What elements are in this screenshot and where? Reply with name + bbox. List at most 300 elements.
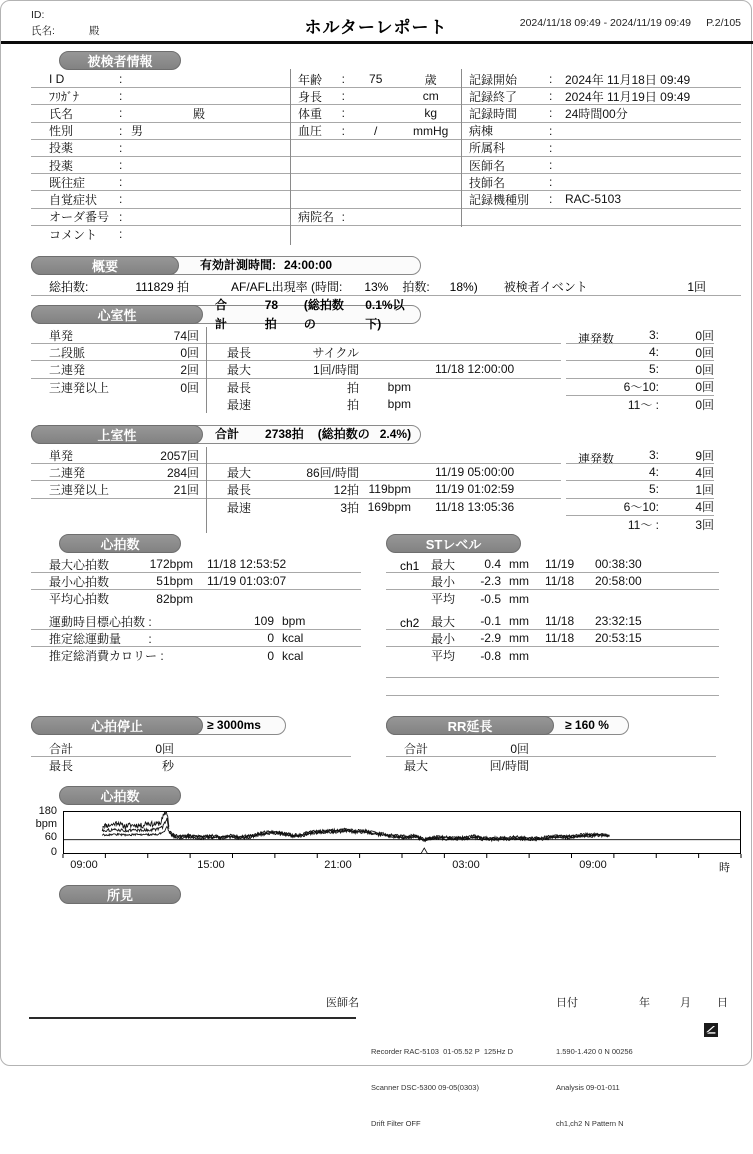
empty-rule: [386, 677, 719, 678]
hr-label: 最小心拍数: [49, 574, 110, 589]
run-count: 1回: [695, 482, 714, 497]
vent-pct-value: 0.1%以下): [365, 297, 405, 331]
patient-info-row: [461, 105, 741, 122]
run-length: 4:: [648, 465, 659, 480]
supraventricular-runs-table: [566, 447, 714, 533]
run-count: 9回: [695, 448, 714, 463]
patient-info-row: [31, 105, 290, 122]
rr-table: [386, 740, 716, 774]
signature-line: [29, 1017, 356, 1019]
channel-pattern-info: ch1,ch2 N Pattern N: [556, 1119, 624, 1128]
analysis-info: Analysis 09-01-011: [556, 1083, 620, 1092]
vent-paren-label: (総拍数の: [303, 297, 344, 331]
run-length: 3:: [648, 328, 659, 343]
hr-extra-row: [31, 613, 361, 630]
hr-value: 172bpm: [149, 557, 193, 572]
ectopy-row: [31, 447, 561, 464]
column-divider: [461, 69, 462, 227]
pause-threshold: ≥ 3000ms: [207, 718, 261, 732]
section-title-summary: 概要: [31, 256, 179, 275]
run-count-row: [566, 379, 714, 396]
run-count: 3回: [695, 517, 714, 532]
day-label: 日: [717, 997, 728, 1009]
summary-count-row: [386, 740, 716, 757]
run-count-row: [566, 447, 714, 464]
field-label: I D: [49, 72, 65, 87]
colon: :: [119, 192, 123, 207]
vent-runs-label: 連発数: [578, 332, 615, 346]
recorder-info: Recorder RAC-5103 01-05.52 P 125Hz D: [371, 1047, 514, 1056]
y-axis-label-180: 180: [38, 805, 57, 817]
patient-info-row: [31, 140, 290, 157]
hr-label: 平均心拍数: [49, 592, 110, 607]
colon: :: [549, 123, 553, 138]
patient-info-row: [290, 174, 461, 191]
patient-info-left-column: [31, 71, 290, 243]
field-value: 2024年 11月18日 09:49: [565, 72, 691, 87]
run-count: 4回: [695, 500, 714, 515]
stat-datetime: 11/18 12:00:00: [435, 362, 515, 377]
field-label: 記録時間: [469, 106, 518, 121]
run-length: 6〜10:: [623, 380, 659, 395]
stat-value: 12拍: [333, 482, 359, 497]
hx-value: 0: [267, 631, 274, 646]
colon: :: [341, 89, 345, 104]
x-tick-0900: 09:00: [70, 859, 98, 871]
st-level-row: [386, 573, 719, 590]
y-axis-label-60: 60: [44, 831, 57, 843]
ectopy-count: 0回: [180, 345, 199, 360]
st-date: 11/19: [545, 557, 575, 572]
stat-value: 1回/時間: [312, 362, 359, 377]
field-label: 投薬: [49, 158, 74, 173]
field-value: /: [374, 123, 378, 138]
field-label: 病棟: [469, 124, 494, 139]
run-count: 0回: [695, 362, 714, 377]
heart-rate-row: [31, 573, 361, 590]
colon: :: [549, 140, 553, 155]
summary-count-row: [31, 757, 351, 774]
patient-info-row: [461, 123, 741, 140]
field-label: 年齢: [298, 72, 323, 87]
st-time: 00:38:30: [595, 557, 642, 572]
doctor-signature-label: 医師名: [326, 997, 359, 1009]
run-count-row: [566, 327, 714, 344]
st-value: -0.1: [480, 614, 501, 629]
ventricular-table: [31, 327, 561, 413]
heart-rate-row: [31, 556, 361, 573]
colon: :: [549, 106, 553, 121]
af-beats-label: 拍数:: [402, 280, 430, 294]
summary-count-row: [386, 757, 716, 774]
run-count: 0回: [695, 328, 714, 343]
ectopy-label: 単発: [49, 448, 74, 463]
st-unit: mm: [509, 614, 529, 629]
hx-unit: bpm: [282, 614, 306, 629]
hr-label: 最大心拍数: [49, 557, 110, 572]
ectopy-row: [31, 499, 561, 516]
rr-threshold: ≥ 160 %: [565, 718, 609, 732]
hx-label: 推定総消費カロリー :: [49, 649, 164, 664]
column-divider: [206, 447, 207, 533]
st-level-row: [386, 647, 719, 664]
hr-trend-chart: [63, 811, 741, 861]
vent-total-value: 78拍: [264, 297, 279, 331]
st-date: 11/18: [545, 631, 575, 646]
ectopy-row: [31, 344, 561, 361]
field-label: コメント: [49, 227, 98, 242]
field-unit: 歳: [424, 72, 437, 87]
patient-name-label: 氏名:: [31, 25, 55, 37]
ectopy-label: 三連発以上: [49, 380, 110, 395]
stat-label: 最長: [227, 380, 252, 395]
colon: :: [341, 123, 345, 138]
section-title-rr-extension: RR延長: [386, 716, 554, 735]
st-label: 最小: [431, 574, 456, 589]
total-beats-label: 総拍数:: [49, 280, 89, 294]
heart-rate-row: [31, 590, 361, 607]
st-unit: mm: [509, 557, 529, 572]
st-value: 0.4: [484, 557, 501, 572]
field-value: 24時間00分: [565, 106, 628, 121]
ectopy-label: 二段脈: [49, 345, 86, 360]
section-title-supraventricular: 上室性: [31, 425, 203, 444]
section-title-hr-chart: 心拍数: [59, 786, 181, 805]
colon: :: [119, 140, 123, 155]
colon: :: [549, 175, 553, 190]
st-date: 11/18: [545, 614, 575, 629]
field-label: 病院名: [298, 210, 335, 225]
st-time: 20:53:15: [595, 631, 642, 646]
colon: :: [119, 123, 123, 138]
stat-datetime: 11/19 01:02:59: [435, 482, 515, 497]
count-label: 最大: [404, 759, 429, 774]
ectopy-count: 284回: [166, 465, 199, 480]
stat-value: 拍: [346, 397, 359, 412]
st-unit: mm: [509, 591, 529, 606]
ectopy-count: 21回: [173, 482, 199, 497]
field-label: 記録機種別: [469, 192, 530, 207]
field-label: 氏名: [49, 106, 74, 121]
stat-label: 最長: [227, 482, 252, 497]
run-length: 11〜 :: [627, 517, 659, 532]
hx-value: 109: [253, 614, 274, 629]
sv-runs-label: 連発数: [578, 452, 615, 466]
ectopy-label: 二連発: [49, 465, 86, 480]
hr-extra-row: [31, 647, 361, 664]
empty-rule: [386, 695, 719, 696]
hr-value: 51bpm: [156, 574, 193, 589]
stat-value: 86回/時間: [306, 465, 359, 480]
field-value: RAC-5103: [565, 192, 622, 207]
ectopy-label: 三連発以上: [49, 482, 110, 497]
section-title-pause: 心拍停止: [31, 716, 203, 735]
count-value: 回/時間: [489, 759, 529, 774]
ectopy-row: [31, 327, 561, 344]
x-axis-unit: 時: [719, 862, 730, 874]
stat-value: 拍: [346, 380, 359, 395]
field-value: 2024年 11月19日 09:49: [565, 89, 691, 104]
ectopy-row: [31, 481, 561, 498]
st-ch1-table: [386, 556, 719, 608]
colon: :: [549, 192, 553, 207]
ectopy-label: 二連発: [49, 362, 86, 377]
af-beats-pct: 18%): [449, 279, 478, 294]
st-level-row: [386, 590, 719, 607]
run-length: 4:: [648, 345, 659, 360]
heart-rate-table: [31, 556, 361, 608]
run-length: 6〜10:: [623, 500, 659, 515]
stat-label: 最大: [227, 465, 252, 480]
stat-label: 最速: [227, 397, 252, 412]
st-label: 平均: [431, 592, 456, 607]
stat-bpm: 119bpm: [368, 482, 411, 497]
patient-info-row: [31, 209, 290, 226]
hx-unit: kcal: [282, 631, 304, 646]
hr-datetime: 11/18 12:53:52: [207, 557, 287, 572]
summary-row: [31, 278, 741, 296]
st-label: 平均: [431, 649, 456, 664]
colon: :: [119, 209, 123, 224]
run-count: 0回: [695, 397, 714, 412]
hx-unit: kcal: [282, 648, 304, 663]
st-value: -0.8: [480, 648, 501, 663]
colon: :: [549, 72, 553, 87]
field-unit: kg: [424, 106, 438, 121]
stat-label: 最速: [227, 500, 252, 515]
st-time: 23:32:15: [595, 614, 642, 629]
patient-info-row: [290, 157, 461, 174]
patient-info-row: [31, 123, 290, 140]
colon: :: [549, 158, 553, 173]
field-label: 技師名: [469, 175, 506, 190]
patient-info-mid-column: [290, 71, 461, 226]
column-divider: [206, 327, 207, 413]
field-value: 殿: [193, 106, 206, 121]
section-title-findings: 所見: [59, 885, 181, 904]
page-number: P.2/105: [706, 17, 741, 29]
patient-info-row: [31, 174, 290, 191]
run-length: 5:: [648, 362, 659, 377]
report-title: ホルターレポート: [304, 18, 448, 37]
stat-value: 3拍: [340, 500, 359, 515]
ventricular-runs-table: [566, 327, 714, 413]
patient-info-row: [461, 157, 741, 174]
hr-value: 82bpm: [156, 591, 193, 606]
st-label: 最大: [431, 614, 456, 629]
colon: :: [341, 209, 345, 224]
patient-event-label: 被検者イベント: [503, 280, 588, 294]
field-label: 既往症: [49, 175, 86, 190]
section-title-patient-info: 被検者情報: [59, 51, 181, 70]
st-value: -2.9: [480, 631, 501, 646]
run-count: 0回: [695, 345, 714, 360]
x-tick-0300: 03:00: [452, 859, 480, 871]
st-ch2-table: [386, 613, 719, 665]
patient-info-row: [31, 71, 290, 88]
run-length: 3:: [648, 448, 659, 463]
ectopy-count: 0回: [180, 380, 199, 395]
stat-label: 最大: [227, 362, 252, 377]
field-value: 75: [369, 72, 383, 87]
run-count-row: [566, 361, 714, 378]
field-label: 自覚症状: [49, 192, 98, 207]
sv-pct-value: 2.4%): [379, 427, 412, 441]
hx-label: 運動時目標心拍数 :: [49, 614, 152, 629]
af-rate-label: AF/AFL出現率 (時間:: [231, 280, 343, 294]
run-length: 11〜 :: [627, 397, 659, 412]
patient-info-row: [461, 140, 741, 157]
patient-info-row: [461, 174, 741, 191]
header-divider: [1, 41, 753, 44]
stat-bpm: 169bpm: [367, 500, 411, 515]
colon: :: [341, 72, 345, 87]
colon: :: [119, 227, 123, 242]
total-beats-value: 111829 拍: [135, 280, 189, 294]
run-count-row: [566, 464, 714, 481]
st-value: -2.3: [480, 574, 501, 589]
hx-label: 推定総運動量 :: [49, 631, 152, 646]
field-label: 身長: [298, 89, 323, 104]
pause-table: [31, 740, 351, 774]
af-time-pct: 13%: [364, 279, 389, 294]
colon: :: [549, 89, 553, 104]
field-label: 記録終了: [469, 89, 518, 104]
st-unit: mm: [509, 631, 529, 646]
patient-info-row: [290, 71, 461, 88]
ectopy-count: 2回: [180, 362, 199, 377]
x-tick-0900-day2: 09:00: [579, 859, 607, 871]
patient-info-row: [290, 88, 461, 105]
patient-info-row: [461, 209, 741, 226]
count-label: 合計: [49, 741, 74, 756]
colon: :: [119, 175, 123, 190]
month-label: 月: [680, 997, 691, 1009]
count-value: 0回: [155, 741, 174, 756]
colon: :: [119, 106, 123, 121]
colon: :: [119, 158, 123, 173]
st-level-row: [386, 613, 719, 630]
st-ch1-label: ch1: [400, 559, 420, 573]
colon: :: [119, 89, 123, 104]
column-divider: [290, 69, 291, 245]
field-label: 性別: [49, 124, 74, 139]
stat-bpm: bpm: [387, 380, 411, 395]
valid-measure-label: 有効計測時間:: [200, 258, 276, 272]
filter-info: Drift Filter OFF: [371, 1119, 421, 1128]
ectopy-row: [31, 379, 561, 396]
ectopy-label: 単発: [49, 328, 74, 343]
device-info-left: [371, 1022, 513, 1154]
supraventricular-table: [31, 447, 561, 533]
colon: :: [341, 106, 345, 121]
field-unit: mmHg: [413, 123, 449, 138]
stat-datetime: 11/18 13:05:36: [435, 500, 515, 515]
recording-date-range: 2024/11/18 09:49 - 2024/11/19 09:49: [519, 17, 691, 29]
st-date: 11/18: [545, 574, 575, 589]
patient-info-row: [31, 88, 290, 105]
patient-info-row: [290, 191, 461, 208]
ectopy-row: [31, 464, 561, 481]
scanner-info: Scanner DSC-5300 09-05(0303): [371, 1083, 479, 1092]
field-value: 男: [131, 124, 144, 139]
count-value: 秒: [161, 759, 174, 774]
patient-info-right-column: [461, 71, 741, 226]
count-label: 最長: [49, 759, 74, 774]
run-count-row: [566, 396, 714, 413]
section-title-st-level: STレベル: [386, 534, 521, 553]
patient-info-row: [290, 209, 461, 226]
field-label: 記録開始: [469, 72, 518, 87]
colon: :: [119, 72, 123, 87]
patient-name-value: 殿: [89, 25, 100, 37]
device-info-right: [556, 1022, 633, 1154]
patient-info-row: [31, 226, 290, 243]
field-label: 投薬: [49, 141, 74, 156]
field-label: 血圧: [298, 124, 323, 139]
run-count-row: [566, 516, 714, 533]
patient-info-row: [31, 191, 290, 208]
patient-info-row: [461, 88, 741, 105]
patient-info-row: [290, 123, 461, 140]
hx-value: 0: [267, 648, 274, 663]
sv-total-label: 合計: [215, 427, 240, 441]
section-title-ventricular: 心室性: [31, 305, 203, 324]
run-count-row: [566, 344, 714, 361]
st-time: 20:58:00: [595, 574, 642, 589]
patient-id-label: ID:: [31, 9, 45, 21]
field-label: 体重: [298, 106, 323, 121]
valid-measure-value: 24:00:00: [284, 258, 333, 272]
x-tick-2100: 21:00: [324, 859, 352, 871]
hr-extra-row: [31, 630, 361, 647]
patient-info-row: [461, 191, 741, 208]
field-label: 医師名: [469, 158, 506, 173]
stat-value: サイクル: [312, 345, 359, 360]
year-label: 年: [639, 997, 650, 1009]
run-count: 0回: [695, 380, 714, 395]
count-label: 合計: [404, 741, 429, 756]
st-unit: mm: [509, 574, 529, 589]
st-level-row: [386, 630, 719, 647]
heart-rate-extra-table: [31, 613, 361, 665]
ectopy-count: 74回: [173, 328, 199, 343]
st-ch2-label: ch2: [400, 616, 420, 630]
count-value: 0回: [510, 741, 529, 756]
stat-label: 最長: [227, 345, 252, 360]
sv-total-value: 2738拍: [265, 427, 304, 441]
st-value: -0.5: [480, 591, 501, 606]
y-axis-label-0: 0: [50, 846, 57, 858]
y-axis-unit-bpm: bpm: [35, 818, 57, 830]
st-label: 最小: [431, 631, 456, 646]
field-label: 所属科: [469, 141, 506, 156]
stat-datetime: 11/19 05:00:00: [435, 465, 515, 480]
run-count-row: [566, 481, 714, 498]
run-count: 4回: [695, 465, 714, 480]
x-tick-1500: 15:00: [197, 859, 225, 871]
stat-bpm: bpm: [387, 397, 411, 412]
ectopy-count: 2057回: [160, 448, 199, 463]
vendor-logo-icon: [704, 1023, 718, 1037]
date-label: 日付: [556, 997, 578, 1009]
calibration-info: 1.590-1.420 0 N 00256: [556, 1047, 633, 1056]
hr-datetime: 11/19 01:03:07: [207, 574, 287, 589]
ectopy-row: [31, 516, 561, 533]
run-length: 5:: [648, 482, 659, 497]
st-level-row: [386, 556, 719, 573]
sv-paren-label: (総拍数の: [317, 427, 370, 441]
